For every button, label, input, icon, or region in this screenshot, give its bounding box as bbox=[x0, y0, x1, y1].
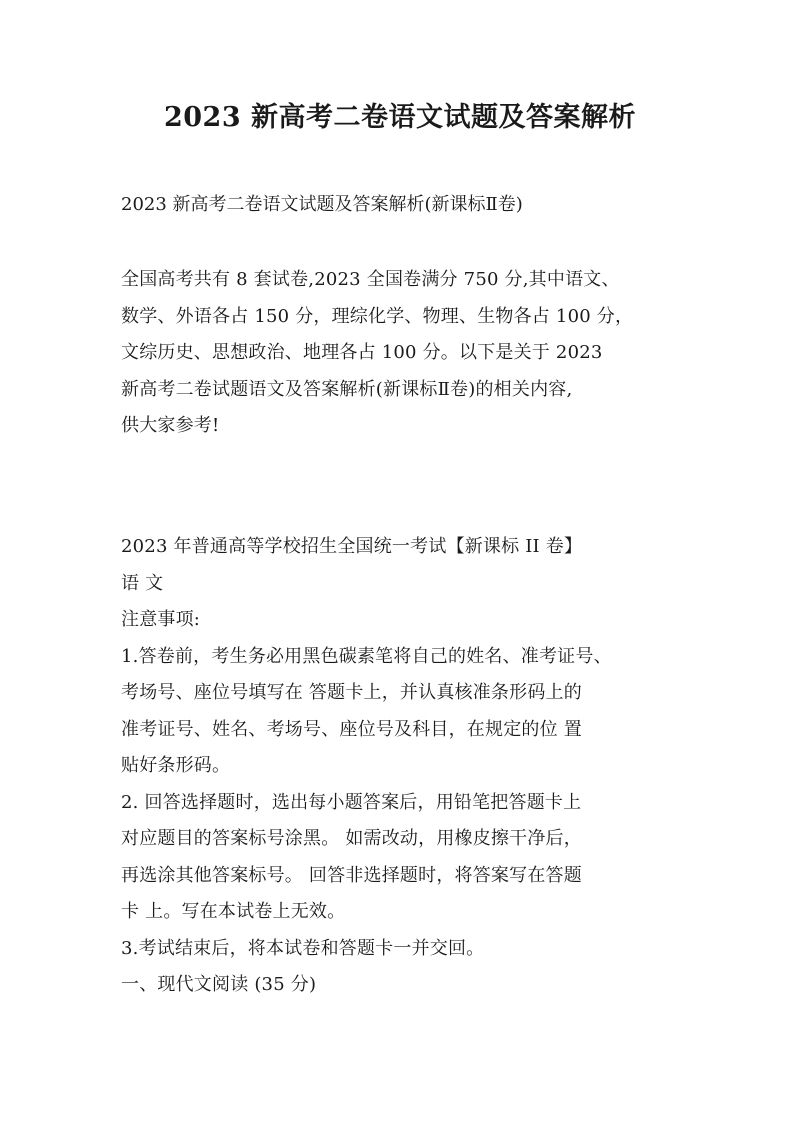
document-subtitle: 2023 新高考二卷语文试题及答案解析(新课标Ⅱ卷) bbox=[121, 194, 523, 215]
intro-line: 新高考二卷试题语文及答案解析(新课标Ⅱ卷)的相关内容, bbox=[121, 378, 573, 400]
intro-line: 供大家参考! bbox=[121, 415, 220, 436]
notice-line: 准考证号、姓名、考场号、座位号及科目，在规定的位 置 bbox=[121, 718, 582, 740]
notice-line: 考场号、座位号填写在 答题卡上，并认真核准条形码上的 bbox=[121, 682, 582, 703]
notice-line: 3.考试结束后，将本试卷和答题卡一并交回。 bbox=[121, 937, 485, 959]
exam-heading: 2023 年普通高等学校招生全国统一考试【新课标 II 卷】 bbox=[121, 536, 583, 557]
notice-line: 再选涂其他答案标号。 回答非选择题时，将答案写在答题 bbox=[121, 864, 582, 886]
subject-label: 语 文 bbox=[121, 572, 164, 594]
intro-paragraph bbox=[121, 262, 701, 445]
notice-line: 1.答卷前，考生务必用黑色碳素笔将自己的姓名、准考证号、 bbox=[121, 645, 612, 667]
intro-line: 全国高考共有 8 套试卷,2023 全国卷满分 750 分,其中语文、 bbox=[121, 269, 620, 290]
notice-line: 2. 回答选择题时，选出每小题答案后，用铅笔把答题卡上 bbox=[121, 791, 582, 813]
document-title: 2023 新高考二卷语文试题及答案解析 bbox=[163, 102, 637, 133]
notice-line: 贴好条形码。 bbox=[121, 755, 231, 776]
intro-line: 数学、外语各占 150 分，理综化学、物理、生物各占 100 分， bbox=[121, 305, 634, 327]
part-heading: 一、现代文阅读 (35 分) bbox=[121, 974, 317, 995]
notice-line: 对应题目的答案标号涂黑。 如需改动，用橡皮擦干净后， bbox=[121, 828, 582, 849]
intro-line: 文综历史、思想政治、地理各占 100 分。以下是关于 2023 bbox=[121, 342, 603, 363]
notice-heading: 注意事项: bbox=[121, 609, 201, 630]
notice-line: 卡 上。写在本试卷上无效。 bbox=[121, 901, 346, 922]
exam-section bbox=[121, 529, 701, 1004]
